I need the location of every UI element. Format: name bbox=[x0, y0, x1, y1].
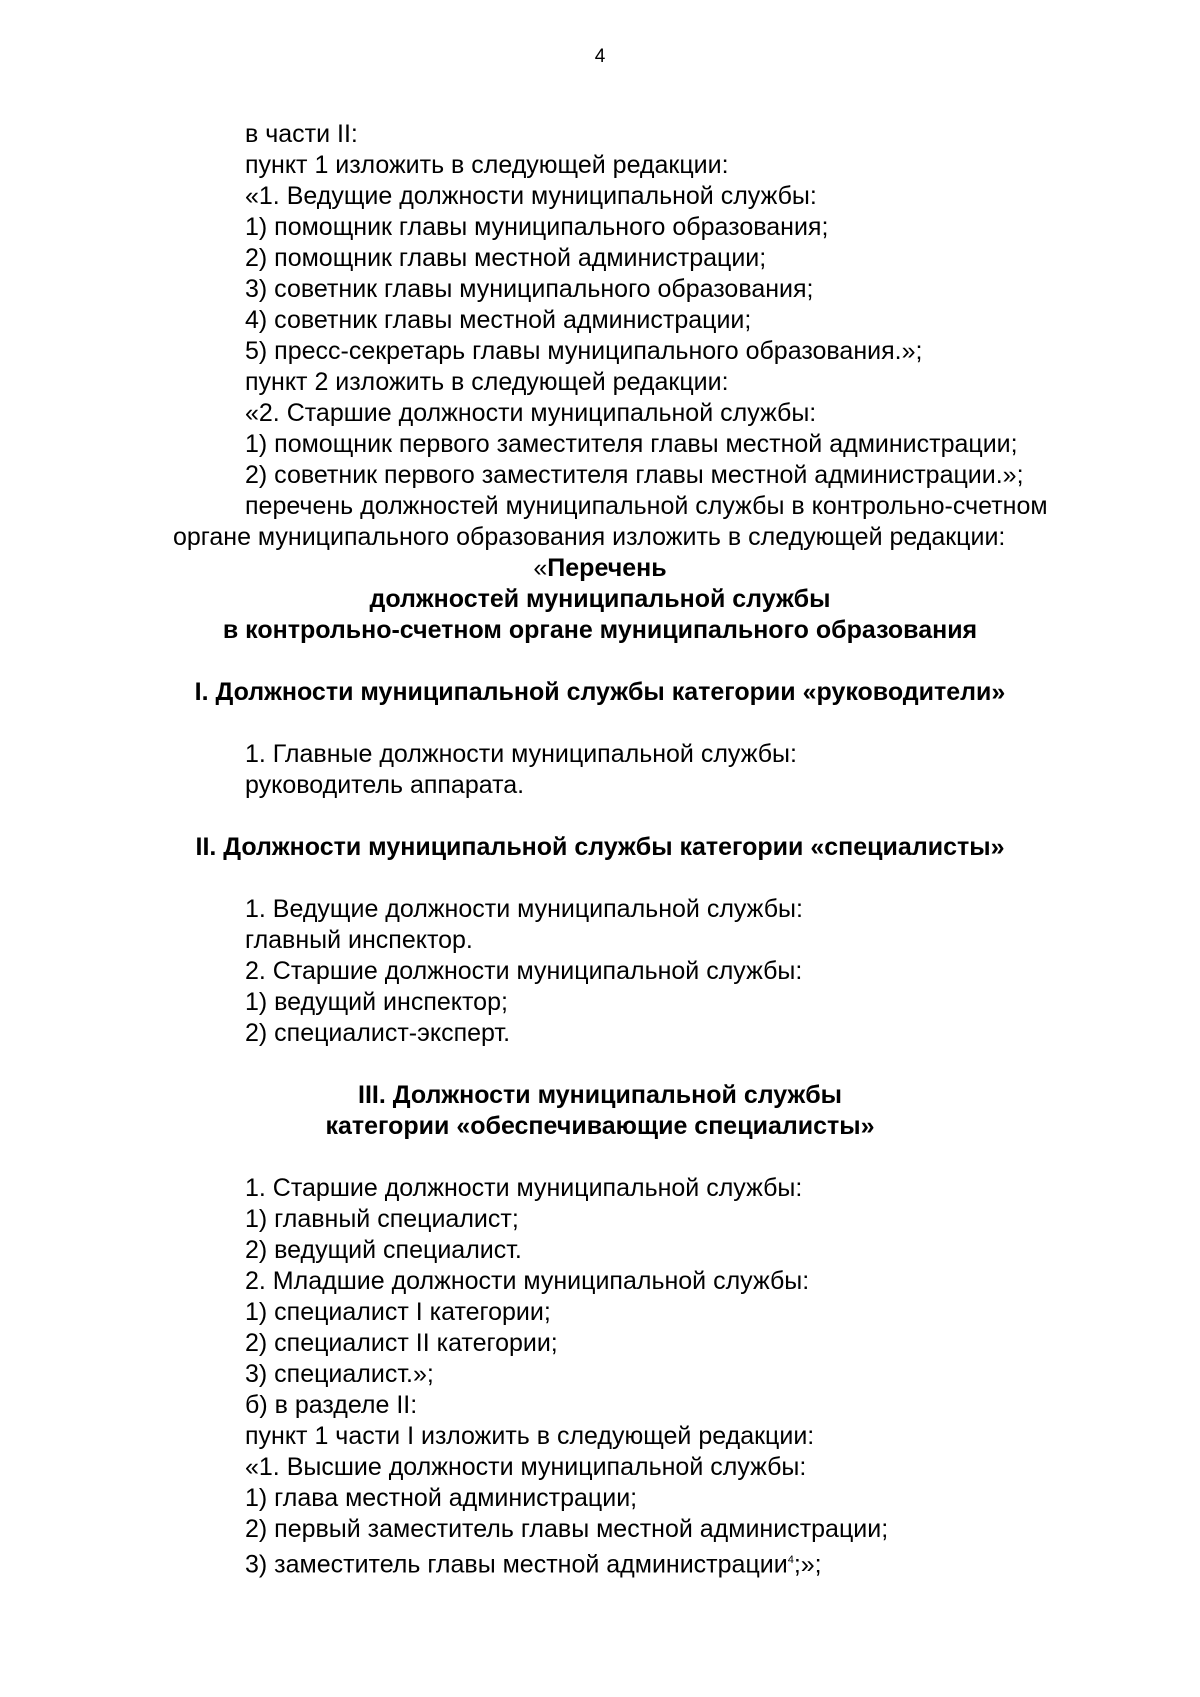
list-heading bbox=[0, 553, 1200, 584]
text-line: 1) специалист I категории; bbox=[245, 1298, 551, 1326]
text-line: 2) ведущий специалист. bbox=[245, 1236, 522, 1264]
text-line: 3) специалист.»; bbox=[245, 1360, 434, 1388]
heading-title: Перечень bbox=[547, 554, 667, 582]
text-line: 2) первый заместитель главы местной администрации; bbox=[245, 1515, 889, 1543]
text-line: 1. Ведущие должности муниципальной службы: bbox=[245, 895, 803, 923]
text-line: 1) главный специалист; bbox=[245, 1205, 519, 1233]
text-line: 2) специалист-эксперт. bbox=[245, 1019, 511, 1047]
text-line: 1) помощник главы муниципального образования; bbox=[245, 213, 829, 241]
text-line bbox=[245, 1545, 822, 1580]
text-line: «1. Высшие должности муниципальной службы: bbox=[245, 1453, 807, 1481]
text-line: 1) помощник первого заместителя главы местной администрации; bbox=[245, 430, 1018, 458]
text-line: 1. Старшие должности муниципальной службы: bbox=[245, 1174, 803, 1202]
text-line: «2. Старшие должности муниципальной службы: bbox=[245, 399, 817, 427]
text-line: б) в разделе II: bbox=[245, 1391, 418, 1419]
section-title: II. Должности муниципальной службы категории «специалисты» bbox=[195, 833, 1005, 861]
heading-line: в контрольно-счетном органе муниципального образования bbox=[222, 616, 978, 644]
section-title: I. Должности муниципальной службы категории «руководители» bbox=[194, 678, 1006, 706]
text-line: перечень должностей муниципальной службы в контрольно-счетном bbox=[245, 492, 1048, 520]
section-title: категории «обеспечивающие специалисты» bbox=[325, 1112, 875, 1140]
text-line-body: 3) заместитель главы местной администрации bbox=[245, 1550, 788, 1579]
text-line: 1. Главные должности муниципальной службы: bbox=[245, 740, 797, 768]
text-line: пункт 1 изложить в следующей редакции: bbox=[245, 151, 729, 179]
text-line-tail: ;»; bbox=[793, 1550, 822, 1579]
text-line: 4) советник главы местной администрации; bbox=[245, 306, 752, 334]
text-line: 2. Старшие должности муниципальной службы: bbox=[245, 957, 803, 985]
heading-line: должностей муниципальной службы bbox=[369, 585, 831, 613]
text-line: органе муниципального образования изложить в следующей редакции: bbox=[173, 523, 1006, 551]
text-line: главный инспектор. bbox=[245, 926, 473, 954]
page-number: 4 bbox=[594, 46, 606, 67]
section-title: III. Должности муниципальной службы bbox=[358, 1081, 842, 1109]
text-line: «1. Ведущие должности муниципальной службы: bbox=[245, 182, 817, 210]
text-line: 5) пресс-секретарь главы муниципального образования.»; bbox=[245, 337, 923, 365]
text-line: руководитель аппарата. bbox=[245, 771, 525, 799]
text-line: 1) глава местной администрации; bbox=[245, 1484, 638, 1512]
text-line: 3) советник главы муниципального образования; bbox=[245, 275, 814, 303]
text-line: 2) помощник главы местной администрации; bbox=[245, 244, 767, 272]
text-line: 2) специалист II категории; bbox=[245, 1329, 558, 1357]
text-line: 2. Младшие должности муниципальной службы: bbox=[245, 1267, 810, 1295]
text-line: в части II: bbox=[245, 120, 358, 148]
text-line: пункт 1 части I изложить в следующей редакции: bbox=[245, 1422, 815, 1450]
open-quote: « bbox=[533, 554, 548, 582]
footnote-marker[interactable]: 4 bbox=[787, 1554, 794, 1566]
text-line: 2) советник первого заместителя главы местной администрации.»; bbox=[245, 461, 1024, 489]
text-line: 1) ведущий инспектор; bbox=[245, 988, 508, 1016]
text-line: пункт 2 изложить в следующей редакции: bbox=[245, 368, 729, 396]
